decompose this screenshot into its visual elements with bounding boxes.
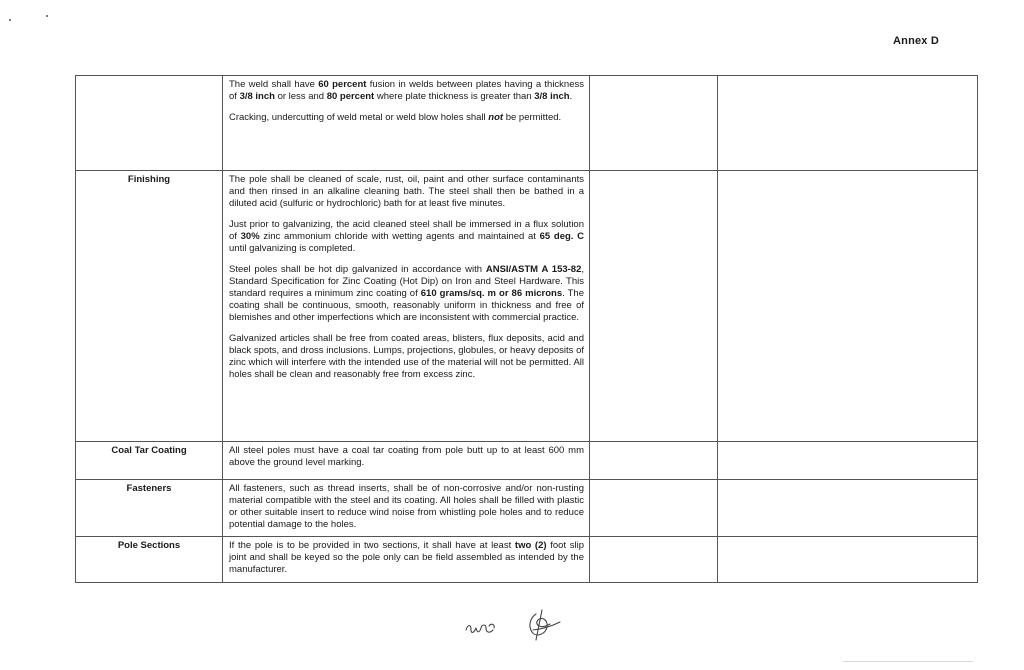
table-row <box>76 76 978 171</box>
row-label-cell <box>76 76 223 171</box>
row-label-cell <box>76 171 223 442</box>
text-run: Steel poles shall be hot dip galvanized in accordance with <box>229 264 486 275</box>
text-run: be permitted. <box>503 112 562 123</box>
empty-cell <box>718 76 978 171</box>
row-label-cell <box>76 537 223 583</box>
table-row <box>76 480 978 537</box>
text-run: . The coating shall be continuous, smooth, reasonably uniform in thickness and free of blemishes and other imperfections which are inconsistent with commercial practice. <box>229 288 584 323</box>
emphasis-bold: 65 deg. C <box>539 231 584 242</box>
emphasis-bold: 3/8 inch <box>239 91 275 102</box>
text-run: All steel poles must have a coal tar coating from pole butt up to at least 600 mm above the ground level marking. <box>229 445 584 468</box>
text-run: The weld shall have <box>229 79 319 90</box>
annex-label: Annex D <box>893 35 940 47</box>
requirement-cell <box>223 76 590 171</box>
text-run: zinc ammonium chloride with wetting agents and maintained at <box>259 231 540 242</box>
text-run: , Standard Specification for Zinc Coating (Hot Dip) on Iron and Steel Hardware. This standard requires a minimum zinc coating of <box>229 264 585 299</box>
requirement-paragraph <box>229 483 584 531</box>
row-label-cell <box>76 480 223 537</box>
initials-ink <box>466 610 560 640</box>
text-run: or less and <box>274 91 327 102</box>
handwritten-initials <box>462 608 572 644</box>
text-run: Galvanized articles shall be free from coated areas, blisters, flux deposits, acid and black spots, and dross inclusions. Lumps, projections, globules, or heavy deposits of zinc which will interfere with the intended use of the material will not be permitted. All holes shall be clean and reasonably free from excess zinc. <box>229 333 584 380</box>
row-label: Fasteners <box>126 483 172 494</box>
table-row <box>76 537 978 583</box>
empty-cell <box>590 537 718 583</box>
requirement-paragraph <box>229 112 584 124</box>
row-label <box>76 76 222 79</box>
text-run: The pole shall be cleaned of scale, rust, oil, paint and other surface contaminants and then rinsed in an alkaline cleaning bath. The steel shall then be bathed in a diluted acid (sulfuric or hydrochloric) bath for at least five minutes. <box>229 174 584 209</box>
text-run: . <box>569 91 573 102</box>
empty-cell <box>590 480 718 537</box>
empty-cell <box>718 480 978 537</box>
table-row <box>76 442 978 480</box>
text-run: foot slip joint and shall be keyed so the pole only can be field assembled as intended by the manufacturer. <box>229 540 585 575</box>
requirement-paragraph <box>229 174 584 210</box>
specification-table <box>75 75 978 583</box>
requirement-paragraph <box>229 445 584 469</box>
text-run: where plate thickness is greater than <box>374 91 535 102</box>
text-run: until galvanizing is completed. <box>229 243 356 254</box>
emphasis-bold: 3/8 inch <box>534 91 570 102</box>
row-label: Finishing <box>127 174 171 185</box>
text-run: Cracking, undercutting of weld metal or weld blow holes shall <box>229 112 489 123</box>
empty-cell <box>590 171 718 442</box>
table-row <box>76 171 978 442</box>
requirement-cell <box>223 480 590 537</box>
requirement-cell <box>223 442 590 480</box>
text-run: Just prior to galvanizing, the acid cleaned steel shall be immersed in a flux solution of <box>229 219 584 242</box>
scan-speck <box>46 15 48 17</box>
text-run: All fasteners, such as thread inserts, shall be of non-corrosive and/or non-rusting material compatible with the steel and its coating. All holes shall be filled with plastic or other suitable insert to reduce wind noise from whistling pole holes and to reduce potential damage to the holes. <box>229 483 584 530</box>
empty-cell <box>718 171 978 442</box>
empty-cell <box>718 442 978 480</box>
requirement-cell <box>223 171 590 442</box>
row-label: Coal Tar Coating <box>111 445 187 456</box>
requirement-paragraph <box>229 540 584 576</box>
requirement-paragraph <box>229 333 584 381</box>
requirement-paragraph <box>229 219 584 255</box>
emphasis-bold: 610 grams/sq. m or 86 microns <box>420 288 563 299</box>
emphasis-bold: 80 percent <box>326 91 375 102</box>
requirement-paragraph <box>229 79 584 103</box>
emphasis-bold: 60 percent <box>318 79 367 90</box>
row-label-cell <box>76 442 223 480</box>
scan-speck <box>9 19 11 21</box>
emphasis-bold-italic: not <box>488 112 504 123</box>
scan-edge-line <box>843 661 973 662</box>
requirement-paragraph <box>229 264 584 324</box>
empty-cell <box>718 537 978 583</box>
text-run: fusion in welds between plates having a thickness of <box>229 79 585 102</box>
empty-cell <box>590 76 718 171</box>
emphasis-bold: two (2) <box>514 540 547 551</box>
emphasis-bold: ANSI/ASTM A 153-82 <box>485 264 582 275</box>
row-label: Pole Sections <box>117 540 181 551</box>
requirement-cell <box>223 537 590 583</box>
emphasis-bold: 30% <box>240 231 260 242</box>
empty-cell <box>590 442 718 480</box>
text-run: If the pole is to be provided in two sections, it shall have at least <box>229 540 515 551</box>
